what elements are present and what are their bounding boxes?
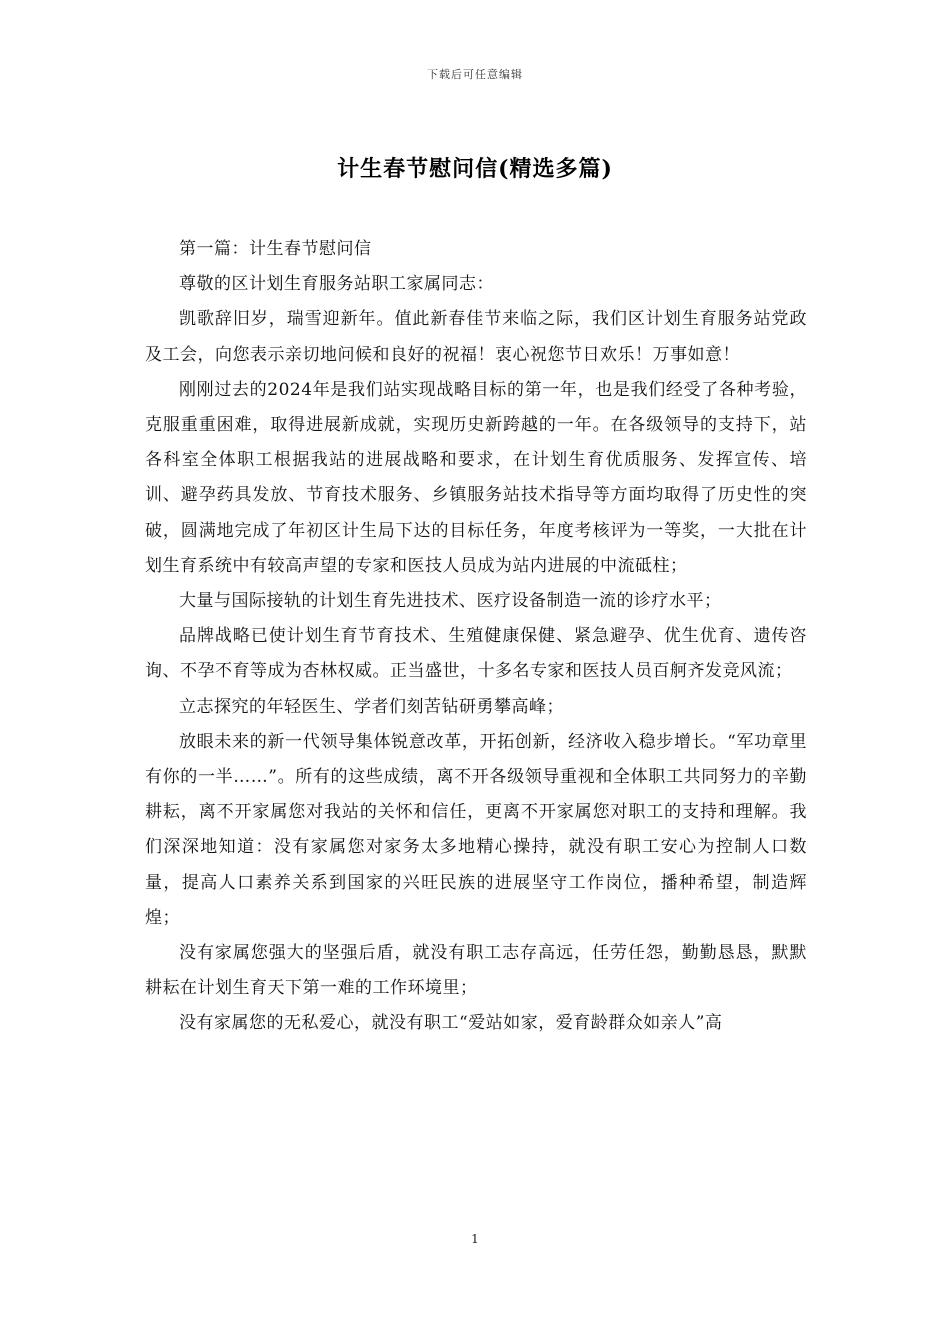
paragraph: 没有家属您的无私爱心，就没有职工“爱站如家，爱育龄群众如亲人”高	[179, 1013, 723, 1034]
document-body	[145, 232, 807, 1042]
section-heading: 第一篇：计生春节慰问信	[179, 239, 372, 259]
paragraph: 没有家属您强大的坚强后盾，就没有职工志存高远，任劳任怨，勤勤恳恳，默默耕耘在计划生育天下第一难的工作环境里；	[145, 943, 807, 999]
salutation: 尊敬的区计划生育服务站职工家属同志：	[179, 274, 494, 295]
document-title: 计生春节慰问信(精选多篇)	[337, 156, 613, 182]
paragraph: 立志探究的年轻医生、学者们刻苦钻研勇攀高峰；	[179, 696, 564, 717]
paragraph: 品牌战略已使计划生育节育技术、生殖健康保健、紧急避孕、优生优育、遗传咨询、不孕不育等成为杏林权威。正当盛世，十多名专家和医技人员百舸齐发竞风流；	[145, 626, 807, 682]
header-note: 下载后可任意编辑	[427, 68, 523, 81]
paragraph: 凯歌辞旧岁，瑞雪迎新年。值此新春佳节来临之际，我们区计划生育服务站党政及工会，向您表示亲切地问候和良好的祝福！衷心祝您节日欢乐！万事如意！	[145, 309, 807, 365]
page-number: 1	[471, 1232, 479, 1246]
paragraph: 刚刚过去的2024年是我们站实现战略目标的第一年，也是我们经受了各种考验，克服重重困难，取得进展新成就，实现历史新跨越的一年。在各级领导的支持下，站各科室全体职工根据我站的进展战略和要求，在计划生育优质服务、发挥宣传、培训、避孕药具发放、节育技术服务、乡镇服务站技术指导等方面均取得了历史性的突破，圆满地完成了年初区计生局下达的目标任务，年度考核评为一等奖，一大批在计划生育系统中有较高声望的专家和医技人员成为站内进展的中流砥柱；	[145, 379, 807, 576]
paragraph: 大量与国际接轨的计划生育先进技术、医疗设备制造一流的诊疗水平；	[179, 591, 722, 612]
paragraph: 放眼未来的新一代领导集体锐意改革，开拓创新，经济收入稳步增长。“军功章里有你的一半……”。所有的这些成绩，离不开各级领导重视和全体职工共同努力的辛勤耕耘，离不开家属您对我站的关怀和信任，更离不开家属您对职工的支持和理解。我们深深地知道：没有家属您对家务太多地精心操持，就没有职工安心为控制人口数量，提高人口素养关系到国家的兴旺民族的进展坚守工作岗位，播种希望，制造辉煌；	[145, 731, 807, 928]
